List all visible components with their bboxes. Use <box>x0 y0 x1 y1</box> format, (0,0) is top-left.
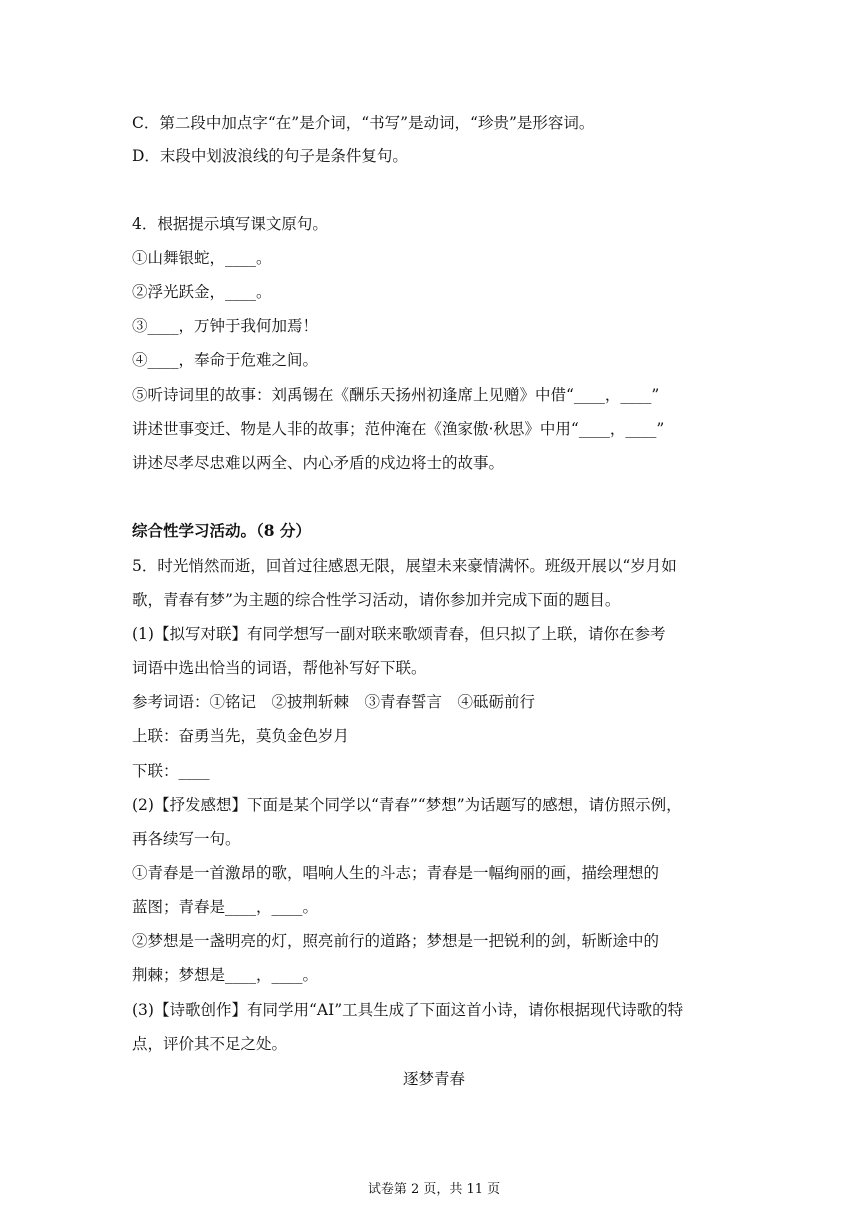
question-5-line1: 5．时光悄然而逝，回首过往感恩无限，展望未来豪情满怀。班级开展以“岁月如 <box>132 557 677 575</box>
q4-item-3: ③____，万钟于我何加焉！ <box>132 317 319 335</box>
dream-example-line1: ②梦想是一盏明亮的灯，照亮前行的道路；梦想是一把锐利的剑，斩断途中的 <box>132 932 660 950</box>
youth-example-line1: ①青春是一首激昂的歌，唱响人生的斗志；青春是一幅绚丽的画，描绘理想的 <box>132 864 660 882</box>
q5-part2-line2: 再各续写一句。 <box>132 830 241 848</box>
lower-couplet: 下联：____ <box>132 762 210 780</box>
option-c: C．第二段中加点字“在”是介词，“书写”是动词，“珍贵”是形容词。 <box>132 114 595 132</box>
q5-part2-line1: (2)【抒发感想】下面是某个同学以“青春”“梦想”为话题写的感想，请仿照示例， <box>132 796 682 814</box>
q5-part3-line1: (3)【诗歌创作】有同学用“AI”工具生成了下面这首小诗，请你根据现代诗歌的特 <box>132 1001 684 1019</box>
q4-item-2: ②浮光跃金，____。 <box>132 283 272 301</box>
question-4-title: 4．根据提示填写课文原句。 <box>132 215 328 233</box>
option-d: D．末段中划波浪线的句子是条件复句。 <box>132 147 408 165</box>
dream-example-line2: 荆棘；梦想是____，____。 <box>132 966 319 984</box>
youth-example-line2: 蓝图；青春是____，____。 <box>132 898 319 916</box>
section-heading: 综合性学习活动。（8 分） <box>132 521 311 540</box>
reference-words: 参考词语：①铭记 ②披荆斩棘 ③青春誓言 ④砥砺前行 <box>132 693 536 711</box>
q4-item-5-line2: 讲述世事变迁、物是人非的故事；范仲淹在《渔家傲·秋思》中用“____，____” <box>132 420 665 438</box>
q4-item-1: ①山舞银蛇，____。 <box>132 249 272 267</box>
q4-item-4: ④____，奉命于危难之间。 <box>132 351 319 369</box>
q5-part1-line1: (1)【拟写对联】有同学想写一副对联来歌颂青春，但只拟了上联，请你在参考 <box>132 625 666 643</box>
upper-couplet: 上联：奋勇当先，莫负金色岁月 <box>132 727 350 745</box>
q5-part3-line2: 点，评价其不足之处。 <box>132 1035 288 1053</box>
q4-item-5-line3: 讲述尽孝尽忠难以两全、内心矛盾的戍边将士的故事。 <box>132 454 505 472</box>
page-footer: 试卷第 2 页，共 11 页 <box>367 1182 501 1197</box>
q5-part1-line2: 词语中选出恰当的词语，帮他补写好下联。 <box>132 659 427 677</box>
q4-item-5-line1: ⑤听诗词里的故事：刘禹锡在《酬乐天扬州初逢席上见赠》中借“____，____” <box>132 386 660 404</box>
question-5-line2: 歌，青春有梦”为主题的综合性学习活动，请你参加并完成下面的题目。 <box>132 591 621 609</box>
poem-title: 逐梦青春 <box>402 1070 465 1088</box>
